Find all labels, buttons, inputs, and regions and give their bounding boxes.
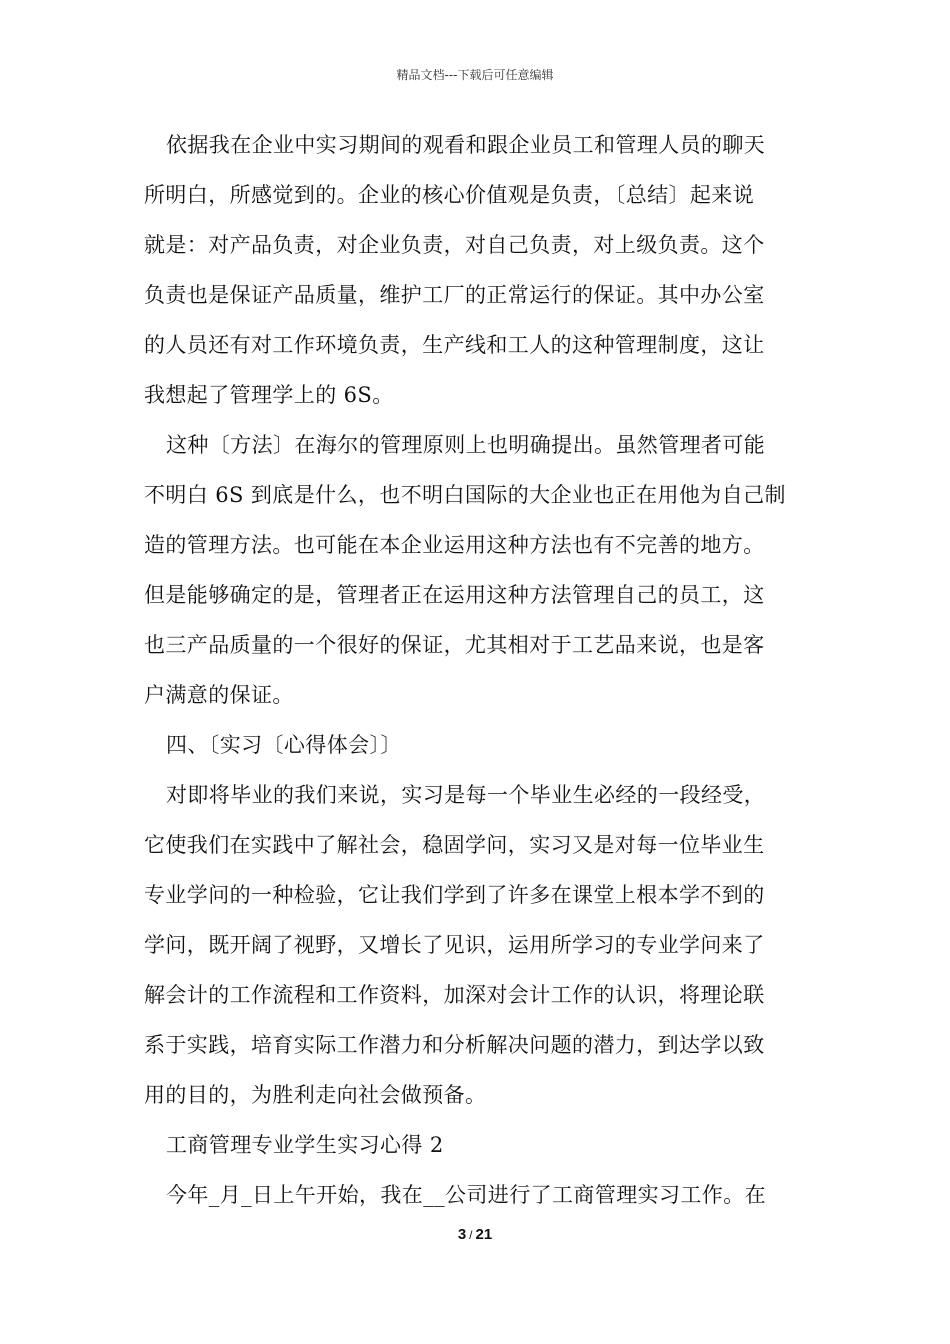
text-line: 户满意的保证。 [144, 683, 294, 707]
text-line: 我想起了管理学上的 6S。 [144, 383, 394, 407]
document-body [144, 130, 814, 1230]
text-line: 对即将毕业的我们来说，实习是每一个毕业生必经的一段经受， [166, 783, 766, 807]
text-line: 用的目的，为胜利走向社会做预备。 [144, 1083, 487, 1107]
text-line: 今年_月_日上午开始，我在__公司进行了工商管理实习工作。在 [166, 1183, 766, 1207]
text-line: 也三产品质量的一个很好的保证，尤其相对于工艺品来说，也是客 [144, 633, 765, 657]
text-line: 就是：对产品负责，对企业负责，对自己负责，对上级负责。这个 [144, 233, 765, 257]
text-line: 这种〔方法〕在海尔的管理原则上也明确提出。虽然管理者可能 [166, 433, 766, 457]
text-line: 不明白 6S 到底是什么，也不明白国际的大企业也正在用他为自己制 [144, 483, 786, 507]
text-line: 学问，既开阔了视野，又增长了见识，运用所学习的专业学问来了 [144, 933, 765, 957]
text-line: 它使我们在实践中了解社会，稳固学问，实习又是对每一位毕业生 [144, 833, 765, 857]
text-line: 但是能够确定的是，管理者正在运用这种方法管理自己的员工，这 [144, 583, 765, 607]
section-heading: 四、〔实习〔心得体会〕〕 [166, 733, 402, 757]
text-line: 专业学问的一种检验，它让我们学到了许多在课堂上根本学不到的 [144, 883, 765, 907]
section-title: 工商管理专业学生实习心得 2 [166, 1133, 444, 1157]
page-header: 精品文档---下载后可任意编辑 [396, 68, 554, 82]
text-line: 的人员还有对工作环境负责，生产线和工人的这种管理制度，这让 [144, 333, 765, 357]
text-line: 所明白，所感觉到的。企业的核心价值观是负责，〔总结〕起来说 [144, 183, 755, 207]
text-line: 负责也是保证产品质量，维护工厂的正常运行的保证。其中办公室 [144, 283, 765, 307]
text-line: 解会计的工作流程和工作资料，加深对会计工作的认识，将理论联 [144, 983, 765, 1007]
text-line: 系于实践，培育实际工作潜力和分析解决问题的潜力，到达学以致 [144, 1033, 765, 1057]
text-line: 造的管理方法。也可能在本企业运用这种方法也有不完善的地方。 [144, 533, 765, 557]
total-pages: 21 [475, 1226, 493, 1243]
page-separator: / [469, 1228, 473, 1242]
page-number [0, 1226, 950, 1243]
current-page: 3 [457, 1226, 467, 1243]
text-line: 依据我在企业中实习期间的观看和跟企业员工和管理人员的聊天 [166, 133, 766, 157]
